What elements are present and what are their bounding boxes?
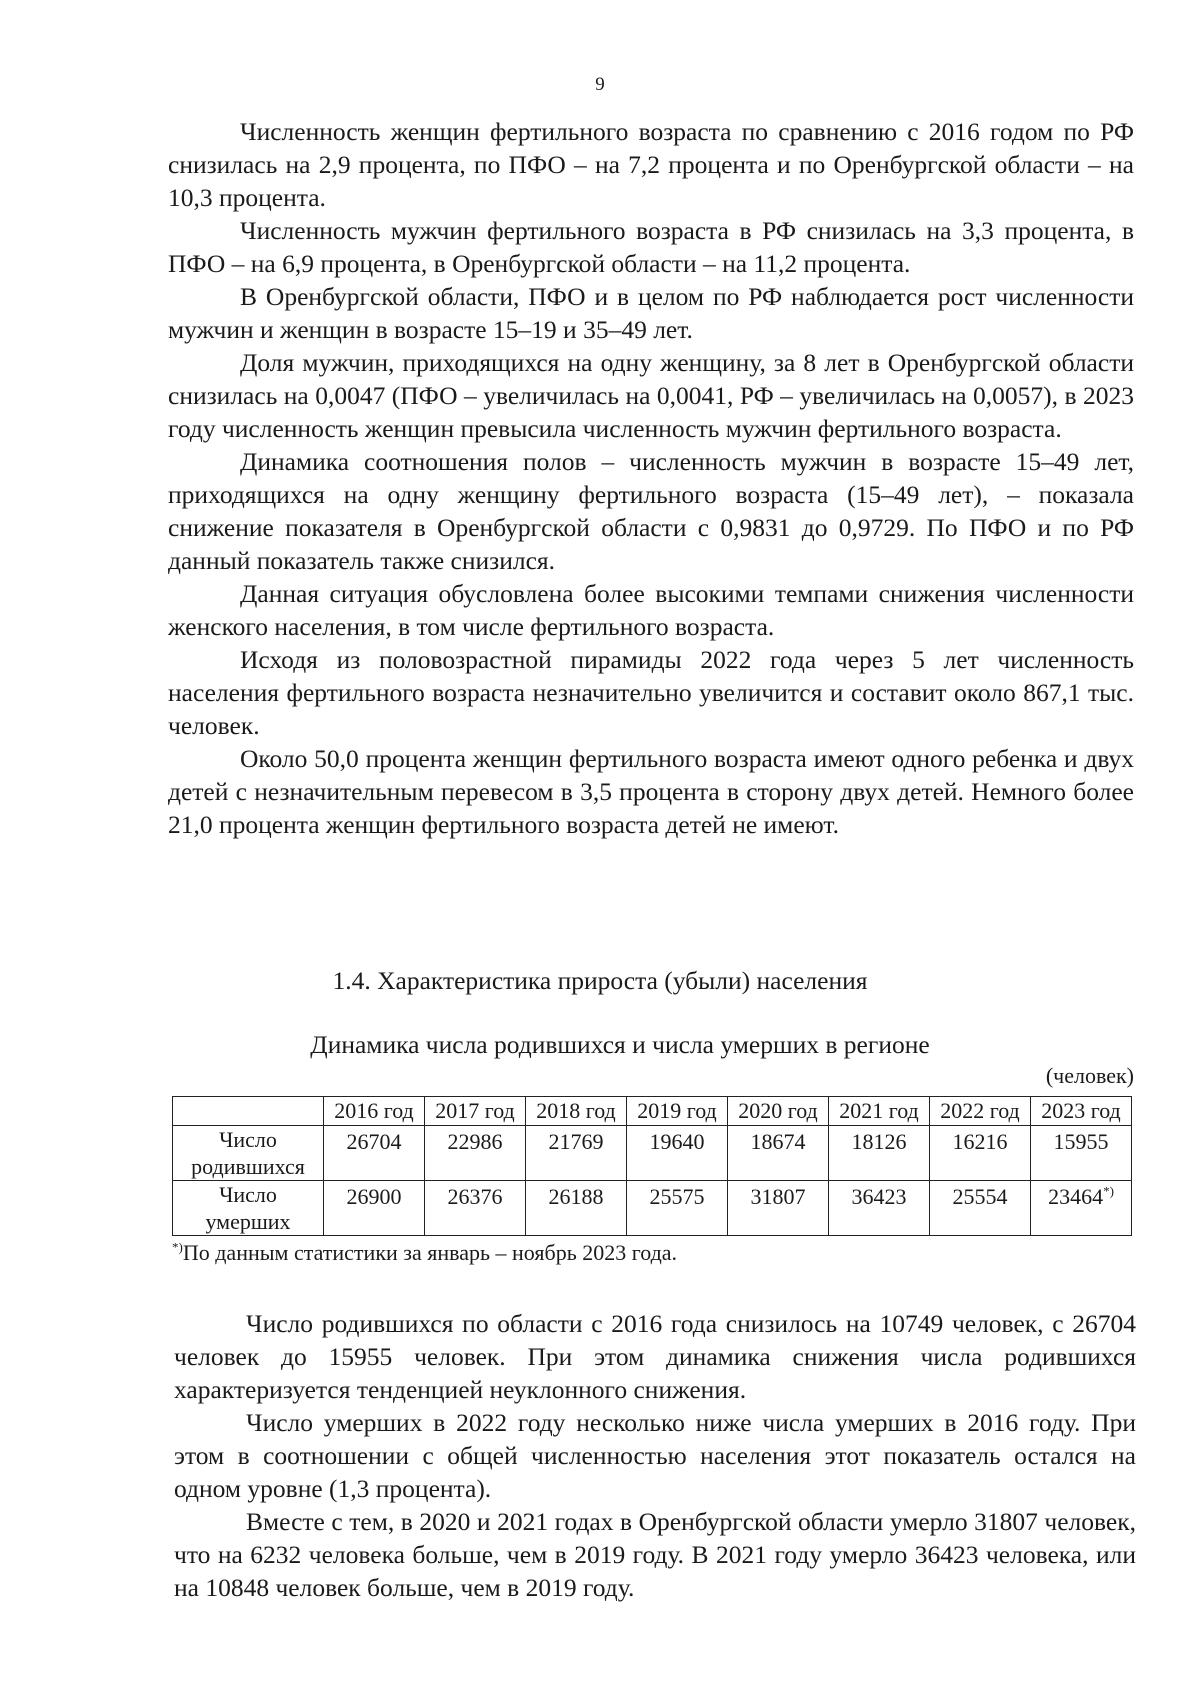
header-cell: 2022 год [930,1097,1031,1126]
body-text-bottom [174,1307,1136,1604]
row-label: Число родившихся [173,1126,324,1181]
table-cell: 21769 [526,1126,627,1181]
paragraph: Вместе с тем, в 2020 и 2021 годах в Оренбургской области умерло 31807 человек, что на 6232 человека больше, чем в 2019 году. В 2021 году умерло 36423 человека, или на 10848 человек больше, чем в 2019 году. [174,1507,1136,1602]
header-cell [173,1097,324,1126]
row-label: Число умерших [173,1181,324,1236]
table-cell: 26376 [425,1181,526,1236]
births-deaths-table [172,1096,1132,1236]
table-cell: 25554 [930,1181,1031,1236]
paragraph: Доля мужчин, приходящихся на одну женщину, за 8 лет в Оренбургской области снизилась на 0,0047 (ПФО – увеличилась на 0,0041, РФ – увеличилась на 0,0057), в 2023 году численность женщин превысила численность мужчин фертильного возраста. [168,348,1134,443]
table-row [173,1126,1132,1181]
header-cell: 2016 год [324,1097,425,1126]
table-cell: 26900 [324,1181,425,1236]
paragraph: Около 50,0 процента женщин фертильного возраста имеют одного ребенка и двух детей с незначительным перевесом в 3,5 процента в сторону двух детей. Немного более 21,0 процента женщин фертильного возраста детей не имеют. [168,744,1134,839]
header-cell: 2020 год [728,1097,829,1126]
paragraph: Число родившихся по области с 2016 года снизилось на 10749 человек, с 26704 человек до 15955 человек. При этом динамика снижения числа родившихся характеризуется тенденцией неуклонного снижения. [174,1309,1136,1404]
footnote-mark: *) [172,1239,183,1255]
table-cell: 18674 [728,1126,829,1181]
table-header-row [173,1097,1132,1126]
table-cell: 18126 [829,1126,930,1181]
section-heading: 1.4. Характеристика прироста (убыли) населения [332,966,868,995]
header-cell: 2023 год [1031,1097,1132,1126]
page-number: 9 [595,74,605,95]
paragraph: Динамика соотношения полов – численность мужчин в возрасте 15–49 лет, приходящихся на одну женщину фертильного возраста (15–49 лет), – показала снижение показателя в Оренбургской области с 0,9831 до 0,9729. По ПФО и по РФ данный показатель также снизился. [168,447,1134,575]
paragraph: Исходя из половозрастной пирамиды 2022 года через 5 лет численность населения фертильного возраста незначительно увеличится и составит около 867,1 тыс. человек. [168,645,1134,740]
body-text-top [168,115,1134,841]
paragraph: Численность женщин фертильного возраста по сравнению с 2016 годом по РФ снизилась на 2,9 процента, по ПФО – на 7,2 процента и по Оренбургской области – на 10,3 процента. [168,117,1134,212]
table-cell: 25575 [627,1181,728,1236]
table-row [173,1181,1132,1236]
table-cell: 26704 [324,1126,425,1181]
table-cell: 26188 [526,1181,627,1236]
paragraph: Численность мужчин фертильного возраста в РФ снизилась на 3,3 процента, в ПФО – на 6,9 процента, в Оренбургской области – на 11,2 процента. [168,216,1134,278]
header-cell: 2018 год [526,1097,627,1126]
table-units: (человек) [1045,1063,1134,1088]
table-cell: 19640 [627,1126,728,1181]
table-cell: 22986 [425,1126,526,1181]
table-cell: 23464*) [1031,1181,1132,1236]
header-cell: 2017 год [425,1097,526,1126]
table-cell: 15955 [1031,1126,1132,1181]
header-cell: 2021 год [829,1097,930,1126]
header-cell: 2019 год [627,1097,728,1126]
table-title: Динамика числа родившихся и числа умерших в регионе [310,1030,930,1059]
footnote-mark: *) [1103,1183,1114,1199]
table-cell: 36423 [829,1181,930,1236]
table-cell: 16216 [930,1126,1031,1181]
paragraph: Число умерших в 2022 году несколько ниже числа умерших в 2016 году. При этом в соотношении с общей численностью населения этот показатель остался на одном уровне (1,3 процента). [174,1408,1136,1503]
table-cell: 31807 [728,1181,829,1236]
table-footnote: *)По данным статистики за январь – ноябрь 2023 года. [172,1239,678,1265]
paragraph: В Оренбургской области, ПФО и в целом по РФ наблюдается рост численности мужчин и женщин в возрасте 15–19 и 35–49 лет. [168,282,1134,344]
paragraph: Данная ситуация обусловлена более высокими темпами снижения численности женского населения, в том числе фертильного возраста. [168,579,1134,641]
